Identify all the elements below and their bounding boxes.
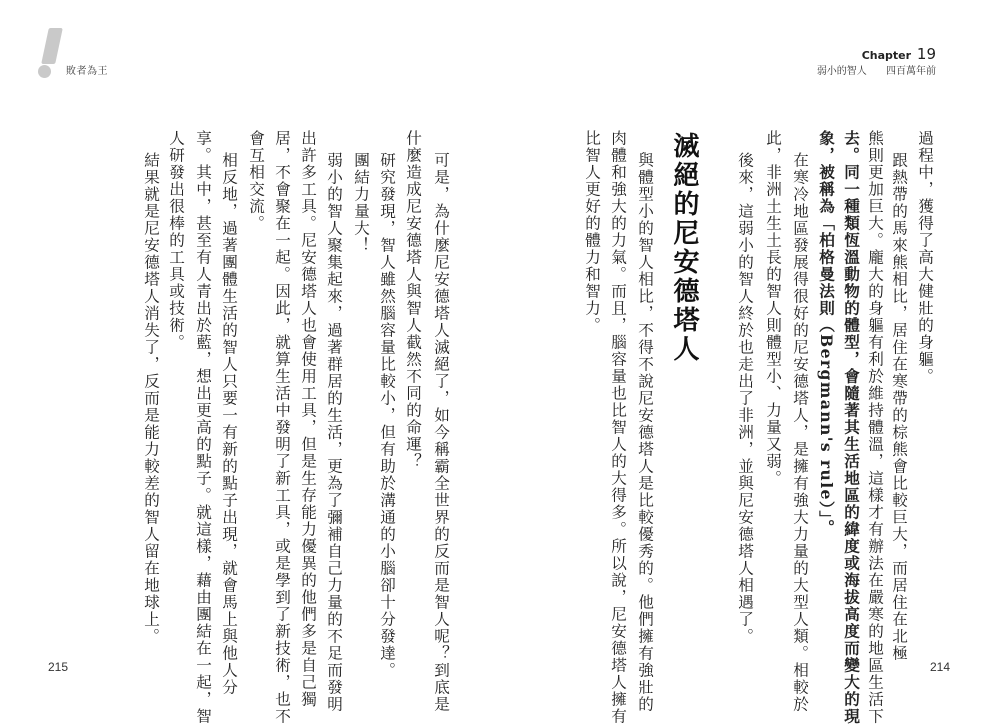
body-column: 居，不會聚在一起。因此，就算生活中發明了新工具，或是學到了新技術，也不 — [273, 130, 291, 725]
body-column: 後來，這弱小的智人終於也走出了非洲，並與尼安德塔人相遇了。 — [736, 152, 754, 645]
exclamation-dot — [38, 65, 51, 78]
body-column-bold: 去。同一種類恆溫動物的體型，會隨著其生活地區的緯度或海拔高度而變大的現 — [842, 130, 861, 725]
chapter-era: 四百萬年前 — [886, 66, 936, 77]
chapter-subtitle-row — [817, 62, 936, 77]
body-column: 肉體和強大的力氣。而且，腦容量也比智人的大得多。所以說，尼安德塔人擁有 — [609, 130, 627, 725]
body-column: 結果就是尼安德塔人消失了，反而是能力較差的智人留在地球上。 — [142, 152, 160, 645]
body-column-bold: 象，被稱為「柏格曼法則（Bergmann's rule）」。 — [817, 130, 836, 537]
body-column: 跟熱帶的馬來熊相比，居住在寒帶的棕熊會比較巨大，而居住在北極 — [890, 152, 908, 662]
body-column: 團結力量大！ — [352, 152, 370, 254]
page-number-left: 215 — [48, 660, 69, 674]
body-column: 什麼造成尼安德塔人與智人截然不同的命運？ — [404, 130, 422, 470]
body-column: 享。其中，甚至有人青出於藍，想出更高的點子。就這樣，藉由團結在一起，智 — [194, 130, 212, 725]
body-column: 可是，為什麼尼安德塔人滅絕了，如今稱霸全世界的反而是智人呢？到底是 — [432, 152, 450, 713]
body-column: 相反地，過著團體生活的智人只要一有新的點子出現，就會馬上與他人分 — [220, 152, 238, 696]
body-column: 人研發出很棒的工具或技術。 — [167, 130, 185, 351]
section-heading: 滅絕的尼安德塔人 — [669, 132, 699, 364]
body-column: 比智人更好的體力和智力。 — [583, 130, 601, 334]
exclamation-logo-icon — [37, 28, 67, 80]
body-column: 出許多工具。尼安德塔人也會使用工具，但是生存能力優異的他們多是自己獨 — [299, 130, 317, 708]
body-column: 熊則更加巨大。龐大的身軀有利於維持體溫，這樣才有辦法在嚴寒的地區生活下 — [866, 130, 884, 725]
chapter-subtitle: 弱小的智人 — [816, 66, 867, 77]
body-column: 此，非洲土生土長的智人則體型小、力量又弱。 — [764, 130, 782, 487]
chapter-label — [862, 45, 936, 63]
body-column: 弱小的智人聚集起來，過著群居的生活，更為了彌補自己力量的不足而發明 — [325, 152, 343, 713]
page-number-right: 214 — [929, 660, 950, 674]
chapter-word: Chapter — [861, 49, 912, 62]
body-column: 在寒冷地區發展得很好的尼安德塔人，是擁有強大力量的大型人類。相較於 — [791, 152, 809, 713]
chapter-number: 19 — [916, 45, 936, 63]
body-column: 研究發現，智人雖然腦容量比較小，但有助於溝通的小腦卻十分發達。 — [378, 152, 396, 679]
body-column: 過程中，獲得了高大健壯的身軀。 — [916, 130, 934, 385]
body-column: 會互相交流。 — [247, 130, 265, 232]
body-column: 與體型小的智人相比，不得不說尼安德塔人是比較優秀的。他們擁有強壯的 — [636, 152, 654, 713]
exclamation-bar — [41, 28, 63, 64]
running-title: 敗者為王 — [66, 66, 108, 77]
